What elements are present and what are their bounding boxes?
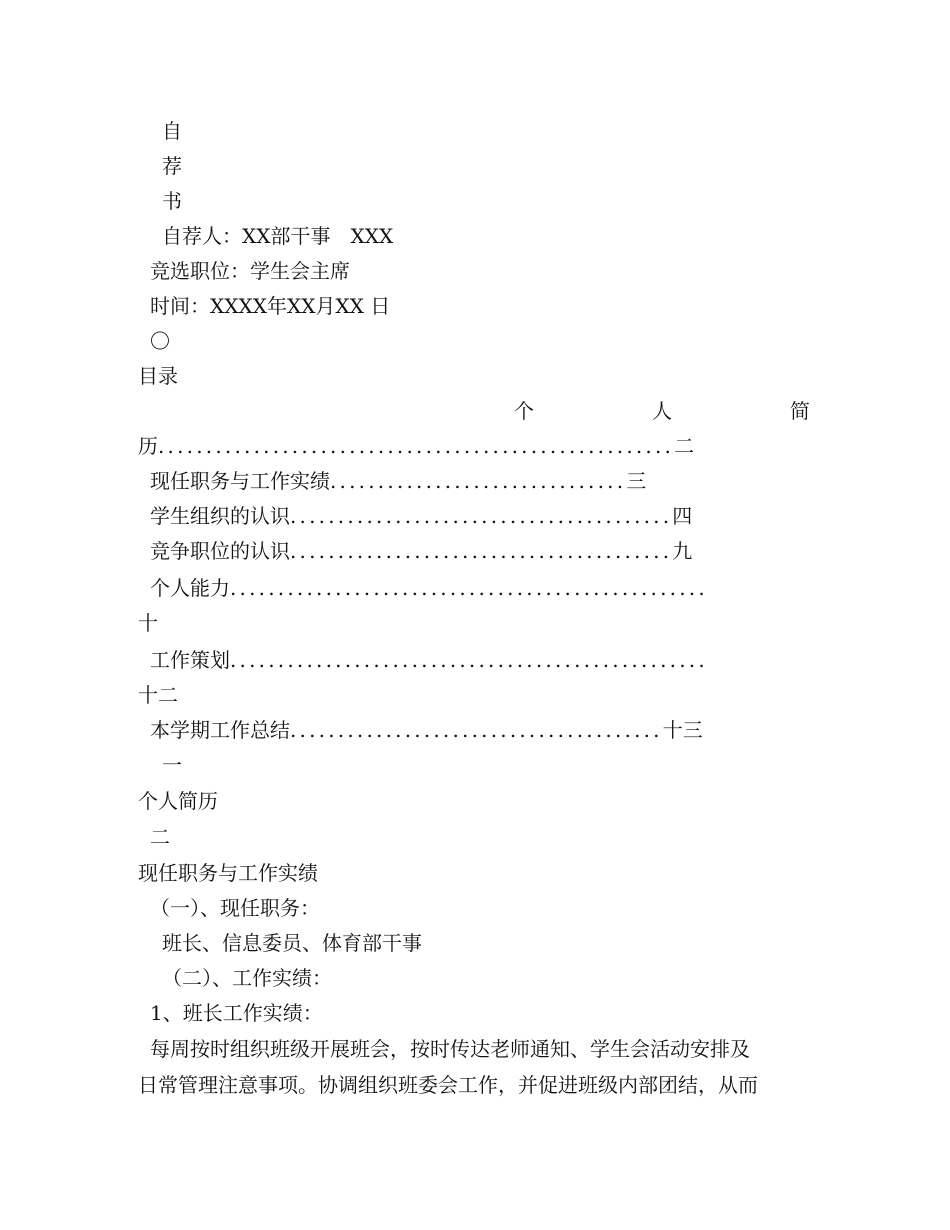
toc-entry-1-dots: ......................................................	[158, 434, 675, 458]
cover-position: 竞选职位：学生会主席	[150, 259, 350, 283]
section-2-number: 二	[150, 825, 170, 849]
section-1-number: 一	[162, 753, 182, 777]
cover-title-char-2: 荐	[162, 154, 182, 178]
item-1-title: 1、班长工作实绩：	[150, 1001, 323, 1025]
section-2-title: 现任职务与工作实绩	[138, 861, 318, 885]
cover-date: 时间：XXXX年XX月XX 日	[150, 294, 391, 318]
toc-entry-7-title: 本学期工作总结	[150, 718, 290, 742]
toc-entry-4-title: 竞争职位的认识	[150, 539, 290, 563]
toc-entry-6-title: 工作策划	[150, 648, 230, 672]
toc-entry-7-page: 十三	[662, 718, 703, 742]
toc-entry-3-dots: ........................................	[290, 504, 673, 528]
toc-entry-3-title: 学生组织的认识	[150, 504, 290, 528]
toc-entry-4-page: 九	[672, 539, 693, 563]
toc-entry-1-title-char-3: 简	[790, 399, 810, 423]
subsection-1-title: （一）、现任职务：	[150, 896, 320, 920]
toc-entry-1-title-char-2: 人	[652, 399, 672, 423]
toc-entry-1-page: 二	[674, 434, 695, 458]
toc-entry-2-page: 三	[626, 469, 647, 493]
toc-heading: 目录	[138, 364, 178, 388]
toc-entry-1-title-char-1: 个	[514, 399, 534, 423]
toc-entry-1-title-tail: 历	[138, 434, 158, 458]
toc-entry-6-page: 十二	[138, 683, 178, 707]
cover-page-mark: 〇	[150, 329, 170, 353]
toc-entry-5-dots: ..................................................	[230, 576, 708, 600]
cover-title-char-1: 自	[162, 119, 182, 143]
paragraph-1-line-1: 每周按时组织班级开展班会，按时传达老师通知、学生会活动安排及	[150, 1037, 750, 1061]
toc-entry-4[interactable]	[150, 538, 692, 564]
toc-entry-6-dots: ..................................................	[230, 648, 708, 672]
toc-entry-6[interactable]	[150, 647, 708, 673]
toc-entry-2-dots: ...............................	[330, 469, 627, 493]
toc-entry-5[interactable]	[150, 575, 708, 601]
subsection-2-title: （二）、工作实绩：	[162, 966, 332, 990]
cover-title-char-3: 书	[162, 189, 182, 213]
cover-recommender: 自荐人：XX部干事 XXX	[162, 224, 394, 248]
toc-entry-3[interactable]	[150, 503, 692, 529]
toc-entry-4-dots: ........................................	[290, 539, 673, 563]
toc-entry-2[interactable]	[150, 468, 646, 494]
toc-entry-2-title: 现任职务与工作实绩	[150, 469, 330, 493]
toc-entry-3-page: 四	[672, 504, 693, 528]
toc-entry-5-title: 个人能力	[150, 576, 230, 600]
subsection-1-content: 班长、信息委员、体育部干事	[162, 931, 422, 955]
toc-entry-5-page: 十	[138, 611, 158, 635]
toc-entry-7-dots: .......................................	[290, 718, 663, 742]
toc-entry-7[interactable]	[150, 717, 703, 743]
toc-entry-1[interactable]	[138, 433, 694, 459]
section-1-title: 个人简历	[138, 789, 218, 813]
paragraph-1-line-2: 日常管理注意事项。协调组织班委会工作，并促进班级内部团结，从而	[138, 1073, 758, 1097]
